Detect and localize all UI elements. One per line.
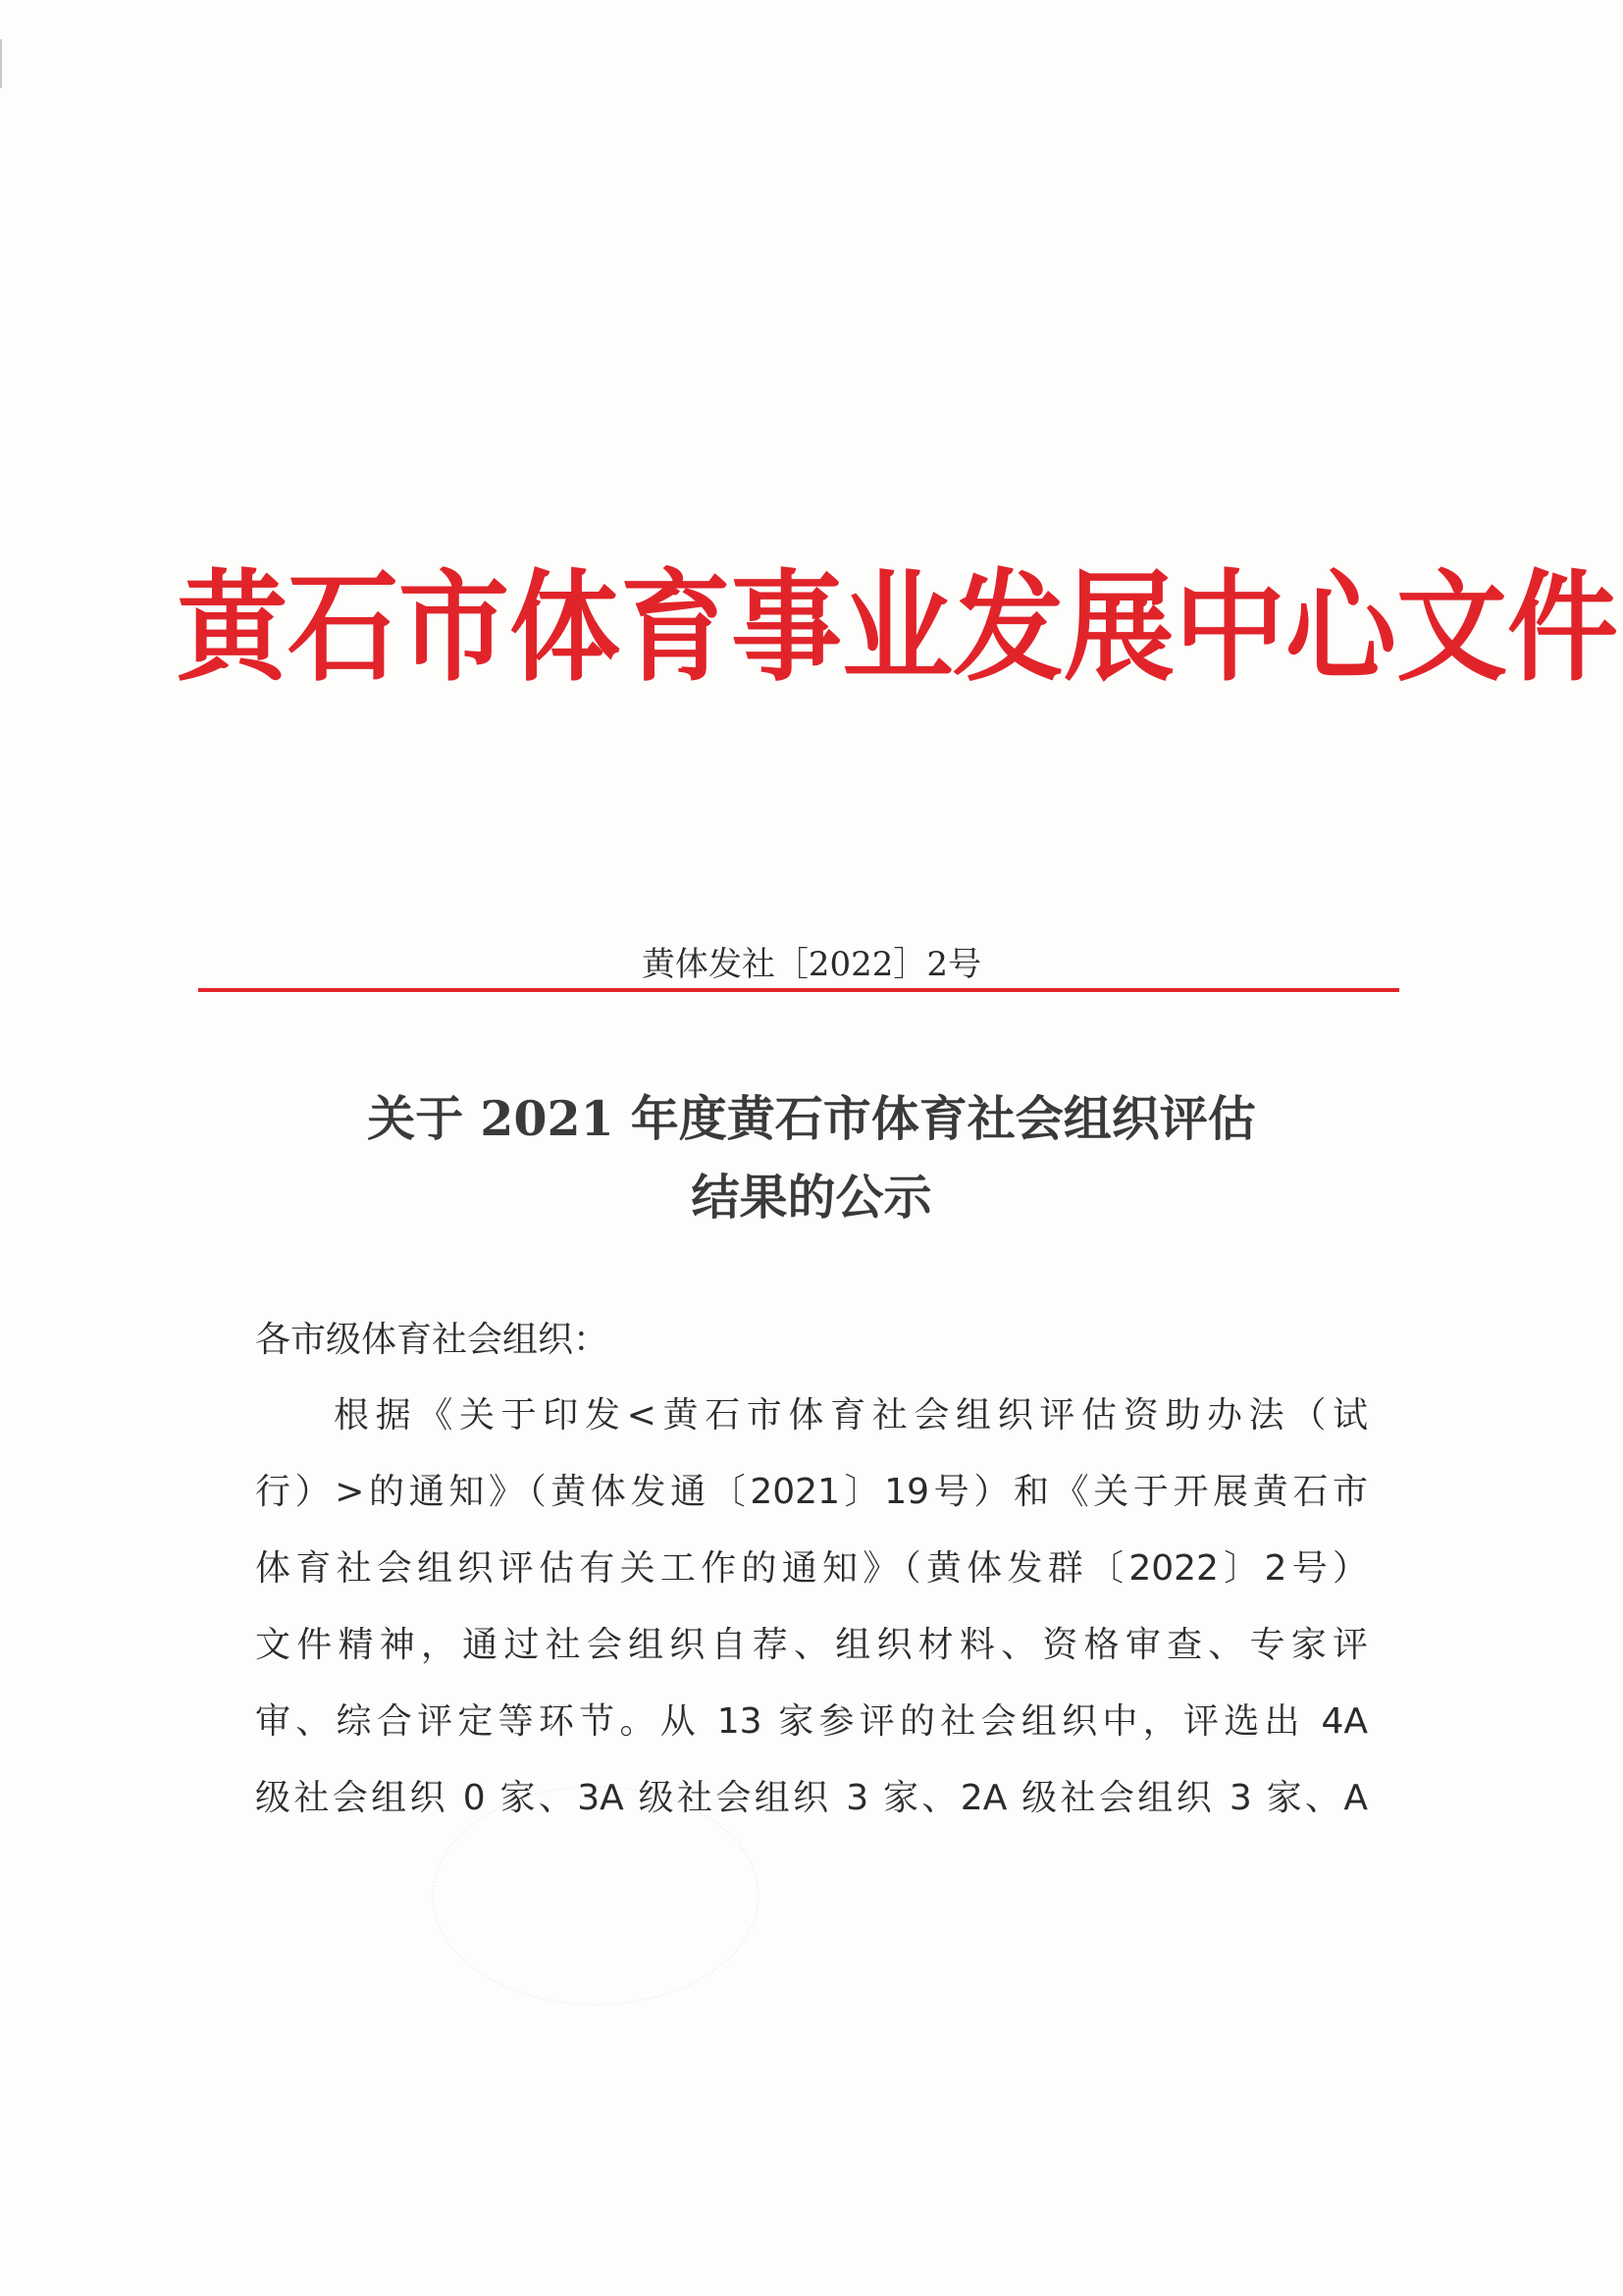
red-divider-line [198,988,1399,992]
document-number: 黄体发社［2022］2号 [641,945,982,984]
body-line-5: 审、综合评定等环节。从 13 家参评的社会组织中，评选出 4A [255,1701,1368,1742]
body-line-3: 体育社会组织评估有关工作的通知》（黄体发群〔2022〕2号） [255,1548,1368,1589]
body-line-1: 根据《关于印发<黄石市体育社会组织评估资助办法（试 [334,1395,1368,1435]
scan-edge-mark [0,39,2,88]
document-masthead: 黄石市体育事业发展中心文件 [177,556,1618,699]
body-line-2: 行）>的通知》（黄体发通〔2021〕19号）和《关于开展黄石市 [255,1472,1368,1512]
title-line-2: 结果的公示 [691,1169,932,1226]
body-line-6: 级社会组织 0 家、3A 级社会组织 3 家、2A 级社会组织 3 家、A [255,1778,1368,1818]
document-title [0,1079,1623,1236]
body-line-4: 文件精神，通过社会组织自荐、组织材料、资格审查、专家评 [255,1625,1368,1665]
salutation: 各市级体育社会组织： [255,1320,609,1360]
title-line-1: 关于 2021 年度黄石市体育社会组织评估 [367,1090,1256,1147]
